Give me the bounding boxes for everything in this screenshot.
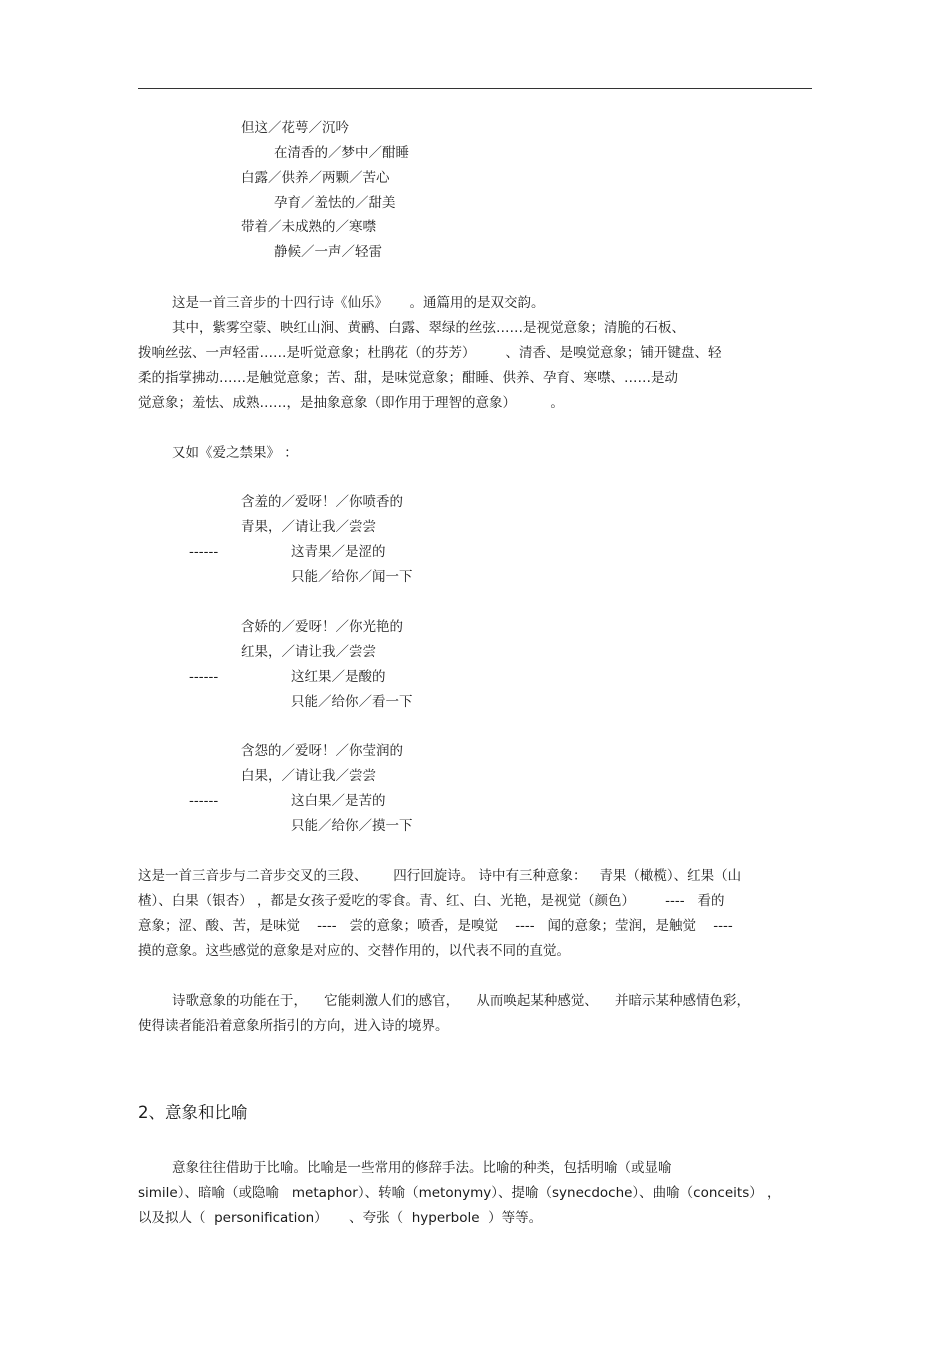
poem2-line: 白果，／请让我／尝尝 (241, 768, 376, 784)
poem2-dash: ------ (189, 793, 219, 809)
poem1-line: 在清香的／梦中／酣睡 (274, 145, 409, 161)
poem1-line: 孕育／羞怯的／甜美 (274, 195, 396, 211)
poem1-line: 但这／花萼／沉吟 (241, 120, 349, 136)
paragraph-line: 摸的意象。这些感觉的意象是对应的、交替作用的，以代表不同的直觉。 (138, 943, 570, 959)
poem2-line: 含怨的／爱呀！／你莹润的 (241, 743, 403, 759)
paragraph-line: 柔的指掌拂动……是触觉意象；苦、甜，是味觉意象；酣睡、供养、孕育、寒噤、……是动 (138, 370, 678, 386)
paragraph-line: 拨响丝弦、一声轻雷……是听觉意象；杜鹃花（的芬芳） 、清香、是嗅觉意象；铺开键盘、轻 (138, 345, 722, 361)
paragraph-line: simile）、暗喻（或隐喻 metaphor）、转喻（metonymy）、提喻（synecdoche）、曲喻（conceits） ， (138, 1185, 781, 1201)
poem2-line: 这青果／是涩的 (291, 544, 386, 560)
paragraph-line: 以及拟人（ personification） 、夸张（ hyperbole ）等等。 (138, 1210, 543, 1226)
poem2-line: 只能／给你／看一下 (291, 694, 413, 710)
paragraph-line: 意象往往借助于比喻。比喻是一些常用的修辞手法。比喻的种类，包括明喻（或显喻 (172, 1160, 672, 1176)
paragraph-line: 楂）、白果（银杏） ，都是女孩子爱吃的零食。青、红、白、光艳，是视觉（颜色） ---- 看的 (138, 893, 725, 909)
poem2-dash: ------ (189, 669, 219, 685)
section-heading: 2、意象和比喻 (138, 1103, 248, 1122)
poem2-intro: 又如《爱之禁果》 ： (172, 445, 298, 461)
poem2-line: 只能／给你／摸一下 (291, 818, 413, 834)
paragraph-line: 觉意象；羞怯、成熟……，是抽象意象（即作用于理智的意象） 。 (138, 395, 564, 411)
paragraph-line: 其中，紫雾空蒙、映红山涧、黄鹂、白露、翠绿的丝弦……是视觉意象；清脆的石板、 (172, 320, 685, 336)
poem2-line: 只能／给你／闻一下 (291, 569, 413, 585)
paragraph-line: 这是一首三音步与二音步交叉的三段、 四行回旋诗。 诗中有三种意象： 青果（橄榄）、红果（山 (138, 868, 742, 884)
poem2-line: 青果，／请让我／尝尝 (241, 519, 376, 535)
poem2-line: 红果，／请让我／尝尝 (241, 644, 376, 660)
poem2-dash: ------ (189, 544, 219, 560)
paragraph-line: 使得读者能沿着意象所指引的方向，进入诗的境界。 (138, 1018, 449, 1034)
poem1-line: 静候／一声／轻雷 (274, 244, 382, 260)
header-rule (138, 88, 812, 89)
poem1-line: 白露／供养／两颗／苦心 (241, 170, 390, 186)
poem2-line: 含羞的／爱呀！／你喷香的 (241, 494, 403, 510)
paragraph-line: 意象；涩、酸、苦，是味觉 ---- 尝的意象；喷香，是嗅觉 ---- 闻的意象；莹润，是触觉 ---- (138, 918, 733, 934)
poem2-line: 含娇的／爱呀！／你光艳的 (241, 619, 403, 635)
poem2-line: 这红果／是酸的 (291, 669, 386, 685)
paragraph-line: 诗歌意象的功能在于， 它能刺激人们的感官， 从而唤起某种感觉、 并暗示某种感情色彩， (172, 993, 750, 1009)
poem2-line: 这白果／是苦的 (291, 793, 386, 809)
paragraph-line: 这是一首三音步的十四行诗《仙乐》 。通篇用的是双交韵。 (172, 295, 545, 311)
poem1-line: 带着／未成熟的／寒噤 (241, 219, 376, 235)
